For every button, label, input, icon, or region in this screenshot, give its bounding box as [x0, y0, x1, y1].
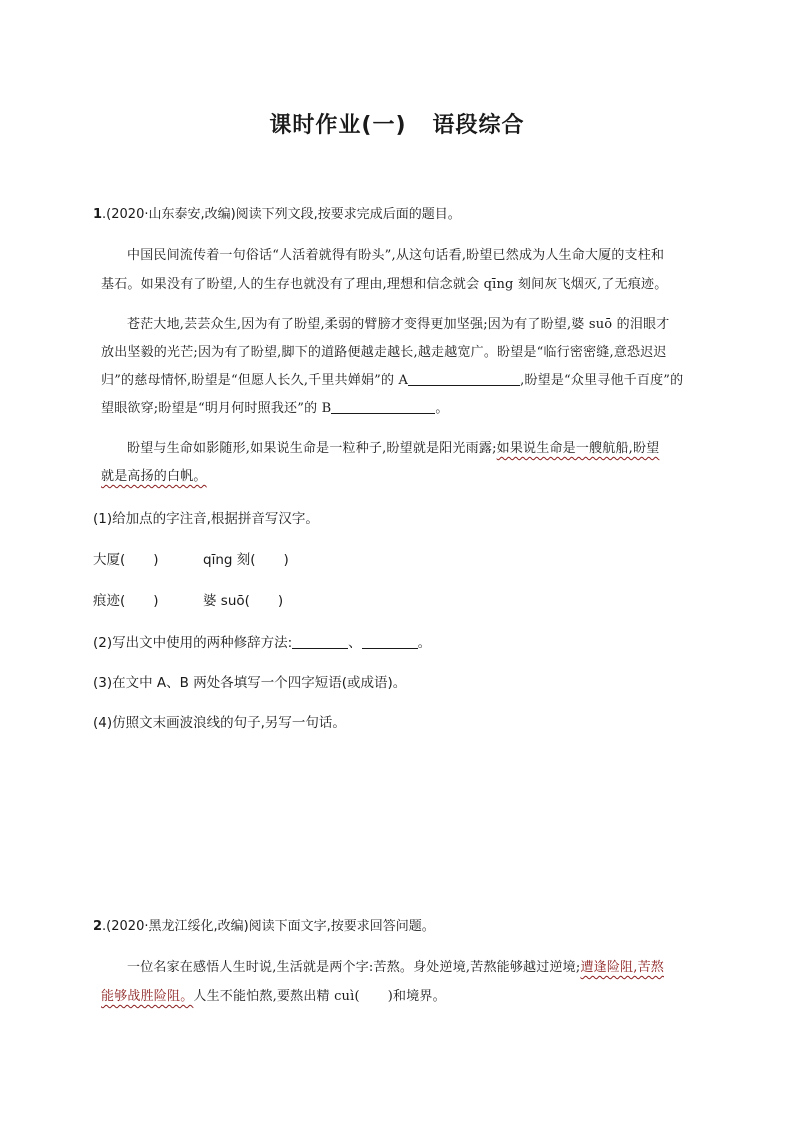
pinyin-item-dasha: 大厦(: [93, 552, 126, 568]
q1-paragraph-2-line-3: [101, 369, 695, 388]
line-4-part-b: 。: [435, 401, 449, 416]
q1-paragraph-2-line-1: 苍茫大地,芸芸众生,因为有了盼望,柔弱的臂膀才变得更加坚强;因为有了盼望,婆 suō 的泪眼才: [127, 317, 670, 332]
rhetoric-blank-1[interactable]: [292, 636, 348, 649]
period: 。: [417, 635, 432, 651]
paren-close: ): [153, 552, 159, 568]
sub-question-3: (3)在文中 A、B 两处各填写一个四字短语(或成语)。: [93, 675, 407, 691]
paren-close: ): [153, 593, 159, 609]
q2-line-2-text: 人生不能怕熬,要熬出精 cuì(: [193, 989, 360, 1004]
q2-line-1: [101, 956, 721, 975]
page-title: [0, 108, 794, 139]
red-wavy-sentence: 遭逢险阻,苦熬: [580, 960, 664, 975]
pinyin-item-qingke: qīng 刻(: [203, 552, 256, 568]
sub-question-2: [93, 631, 431, 651]
rhetoric-blank-2[interactable]: [362, 636, 418, 649]
paren-close: ): [283, 552, 289, 568]
pinyin-item-henji: 痕迹(: [93, 593, 126, 609]
separator: 、: [348, 635, 362, 651]
pinyin-item-posuo: 婆 suō(: [203, 593, 250, 609]
q2-line-2: [101, 985, 695, 1004]
pinyin-row-2: [93, 589, 283, 609]
sub-question-2-text: (2)写出文中使用的两种修辞方法:: [93, 635, 293, 651]
question-2-source: .(2020·黑龙江绥化,改编)阅读下面文字,按要求回答问题。: [102, 919, 435, 934]
sub-question-1: (1)给加点的字注音,根据拼音写汉字。: [93, 511, 319, 527]
red-wavy-sentence-end: 能够战胜险阻。: [101, 989, 194, 1004]
q1-paragraph-2-line-2: 放出坚毅的光芒;因为有了盼望,脚下的道路便越走越长,越走越宽广。盼望是“临行密密缝,意恐迟迟: [101, 345, 667, 360]
q1-paragraph-3-line-2: [101, 465, 695, 484]
question-2-header: [93, 915, 435, 934]
question-1-header: [93, 203, 461, 222]
question-1-source: .(2020·山东泰安,改编)阅读下列文段,按要求完成后面的题目。: [102, 207, 461, 222]
question-2-number: 2: [93, 919, 103, 934]
title-main: 课时作业(一): [269, 113, 407, 138]
paragraph-3-plain: 盼望与生命如影随形,如果说生命是一粒种子,盼望就是阳光雨露;: [127, 441, 497, 456]
q2-line-2-end: )和境界。: [387, 989, 446, 1004]
line-3-part-b: ,盼望是“众里寻他千百度”的: [520, 373, 684, 388]
q1-paragraph-3-line-1: [101, 437, 721, 456]
q1-paragraph-1-line-2: 基石。如果没有了盼望,人的生存也就没有了理由,理想和信念就会 qīng 刻间灰飞烟灭,了无痕迹。: [101, 277, 668, 292]
line-4-part-a: 望眼欲穿;盼望是“明月何时照我还”的 B: [101, 401, 332, 416]
pinyin-row-1: [93, 548, 289, 568]
paren-close: ): [277, 593, 284, 609]
wavy-underlined-sentence-end: 就是高扬的白帆。: [101, 469, 207, 484]
wavy-underlined-sentence: 如果说生命是一艘航船,盼望: [496, 441, 660, 456]
q1-paragraph-2-line-4: [101, 397, 695, 416]
blank-b[interactable]: [331, 401, 435, 414]
q2-plain-text: 一位名家在感悟人生时说,生活就是两个字:苦熬。身处逆境,苦熬能够越过逆境;: [127, 960, 581, 975]
q1-paragraph-1-line-1: 中国民间流传着一句俗话“人活着就得有盼头”,从这句话看,盼望已然成为人生命大厦的支柱和: [127, 248, 665, 263]
question-1-number: 1: [93, 207, 103, 222]
title-sub: 语段综合: [432, 113, 525, 138]
sub-question-4: (4)仿照文末画波浪线的句子,另写一句话。: [93, 715, 346, 731]
line-3-part-a: 归”的慈母情怀,盼望是“但愿人长久,千里共婵娟”的 A: [101, 373, 409, 388]
blank-a[interactable]: [408, 373, 520, 386]
